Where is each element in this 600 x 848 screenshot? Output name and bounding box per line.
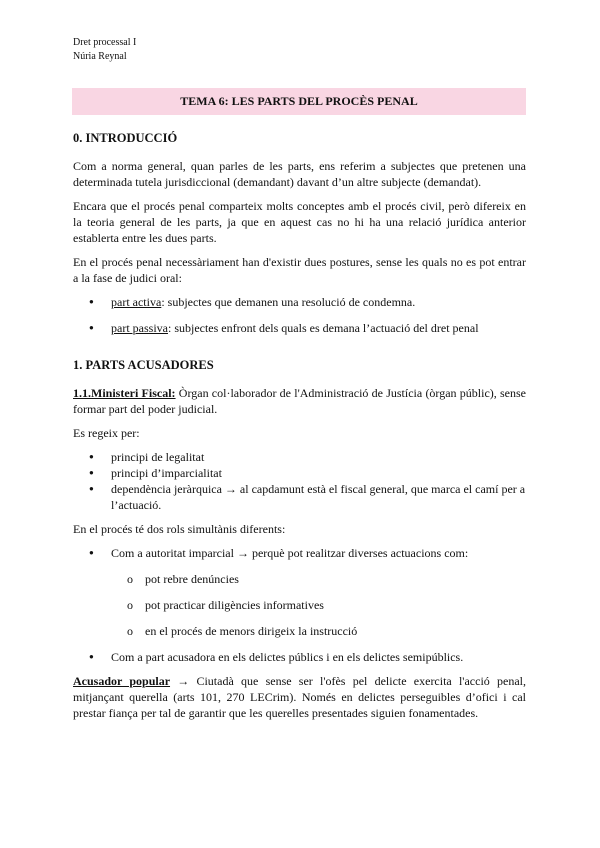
term-part-activa: part activa — [111, 295, 162, 309]
term-acusador-popular: Acusador popular — [73, 674, 171, 688]
principles-list — [73, 449, 526, 513]
intro-paragraph-2: Encara que el procés penal comparteix molts conceptes amb el procés civil, però difereix en la teoria general de les parts, ja que en aquest cas no hi ha una relació jurídica anterior establerta entre les dues parts. — [73, 199, 526, 245]
acusador-popular-text: → Ciutadà que sense ser l'ofès pel delicte exercita l'acció penal, mitjançant querella (arts 101, 270 LECrim). Només en delictes perseguibles d’ofici i cal prestar fiança per tal de garantir que les querelles presentades siguien fonamentades. — [73, 674, 526, 720]
list-item: ● Com a autoritat imparcial → perquè pot realitzar diverses actuacions com: — [73, 545, 526, 561]
rols-intro: En el procés té dos rols simultànis diferents: — [73, 522, 286, 536]
list-item: o pot rebre denúncies — [73, 571, 526, 587]
ministeri-fiscal-paragraph — [73, 385, 526, 417]
section-0-heading: 0. INTRODUCCIÓ — [73, 131, 178, 145]
list-item: ● Com a part acusadora en els delictes públics i en els delictes semipúblics. — [73, 649, 526, 665]
list-item: ● principi de legalitat — [73, 449, 526, 465]
parts-list — [73, 294, 526, 336]
intro-paragraph-3: En el procés penal necessàriament han d'existir dues postures, sense les quals no es pot entrar a la fase de judici oral: — [73, 255, 526, 285]
intro-paragraph-1: Com a norma general, quan parles de les parts, ens referim a subjectes que pretenen una determinada tutela jurisdiccional (demandant) davant d’un altre subjecte (demandat). — [73, 159, 526, 189]
list-item: o pot practicar diligències informatives — [73, 597, 526, 613]
subheading-ministeri-fiscal: 1.1.Ministeri Fiscal: — [73, 386, 176, 400]
page-title: TEMA 6: LES PARTS DEL PROCÈS PENAL — [72, 88, 526, 115]
header-author: Núria Reynal — [73, 51, 127, 62]
list-item-text: : subjectes que demanen una resolució de condemna. — [161, 295, 416, 309]
term-part-passiva: part passiva — [111, 321, 168, 335]
list-item — [73, 320, 526, 336]
acusador-popular-paragraph — [73, 673, 526, 721]
ministeri-fiscal-text: Òrgan col·laborador de l'Administració de Justícia (òrgan públic), sense formar part del poder judicial. — [73, 386, 527, 416]
page-header — [73, 36, 136, 64]
list-item: o en el procés de menors dirigeix la instrucció — [73, 623, 526, 639]
list-item: ● dependència jeràrquica → al capdamunt està el fiscal general, que marca el camí per a l’actuació. — [73, 481, 526, 513]
rols-list — [73, 545, 526, 561]
rols-list-2 — [73, 649, 526, 665]
list-item — [73, 294, 526, 310]
regeix-label: Es regeix per: — [73, 426, 140, 440]
rol1-sublist — [73, 571, 526, 639]
section-1-heading: 1. PARTS ACUSADORES — [73, 358, 214, 372]
list-item: ● principi d’imparcialitat — [73, 465, 526, 481]
document-body — [73, 130, 526, 721]
list-item-text: : subjectes enfront dels quals es demana l’actuació del dret penal — [167, 321, 479, 335]
header-course: Dret processal I — [73, 37, 137, 48]
